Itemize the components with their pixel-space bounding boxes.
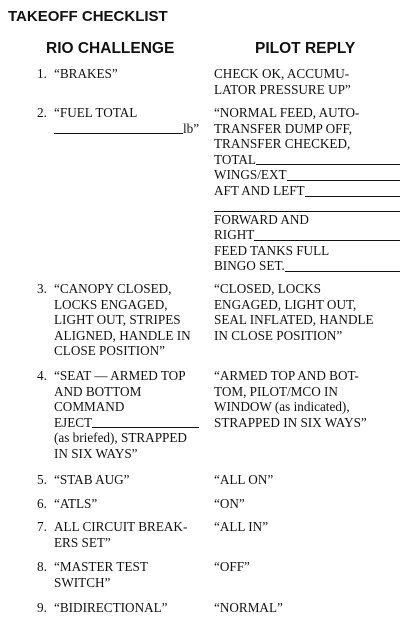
reply-line: STRAPPED IN SIX WAYS”: [214, 414, 367, 430]
reply-line: IN CLOSE POSITION”: [214, 327, 343, 343]
reply-line: BINGO SET.: [214, 258, 285, 274]
reply-line: AFT AND LEFT: [214, 182, 305, 198]
reply-text: [214, 559, 400, 575]
item-number: 5.: [37, 472, 47, 487]
challenge-line: COMMAND: [54, 399, 125, 415]
challenge-line: IN SIX WAYS”: [54, 445, 138, 461]
reply-line: FORWARD AND: [214, 211, 309, 227]
reply-line: “ALL ON”: [214, 472, 274, 487]
item-number: 2.: [37, 105, 47, 120]
forward-right-entry: [214, 227, 400, 243]
reply-line: “NORMAL FEED, AUTO-: [214, 105, 360, 120]
challenge-line: AND BOTTOM: [54, 383, 142, 399]
challenge-line: “STAB AUG”: [54, 472, 130, 487]
eject-entry: [54, 415, 208, 431]
reply-text: [214, 496, 400, 512]
challenge-line: CLOSE POSITION”: [54, 343, 165, 359]
challenge-line: lb”: [183, 120, 200, 136]
fuel-total-entry: [54, 121, 208, 137]
column-header-challenge: RIO CHALLENGE: [46, 40, 175, 57]
challenge-text: [54, 600, 208, 616]
reply-line: “ON”: [214, 496, 245, 511]
aft-left-blank: [305, 184, 400, 197]
aft-left-entry: [214, 183, 400, 199]
item-number: 6.: [37, 496, 47, 511]
bingo-blank: [285, 259, 400, 272]
challenge-text: [54, 105, 208, 136]
challenge-line: “BRAKES”: [54, 66, 118, 81]
challenge-line: LIGHT OUT, STRIPES: [54, 312, 181, 328]
reply-text: [214, 472, 400, 488]
challenge-line: “CANOPY CLOSED,: [54, 281, 172, 296]
reply-line: TRANSFER DUMP OFF,: [214, 120, 353, 136]
reply-text: [214, 519, 400, 535]
challenge-line: “ATLS”: [54, 496, 98, 511]
challenge-line: “BIDIRECTIONAL”: [54, 600, 168, 615]
reply-text: [214, 600, 400, 616]
wings-ext-entry: [214, 167, 400, 183]
challenge-line: ALIGNED, HANDLE IN: [54, 327, 191, 343]
reply-line: “OFF”: [214, 559, 250, 574]
item-number: 9.: [37, 600, 47, 615]
challenge-text: [54, 559, 208, 590]
reply-line: CHECK OK, ACCUMU-: [214, 66, 350, 81]
reply-line: TOM, PILOT/MCO IN: [214, 383, 338, 399]
reply-line: WINGS/EXT: [214, 167, 287, 183]
challenge-line: SWITCH”: [54, 574, 111, 590]
challenge-line: ALL CIRCUIT BREAK-: [54, 519, 188, 534]
forward-right-blank: [254, 228, 400, 241]
challenge-text: [54, 472, 208, 488]
reply-line: WINDOW (as indicated),: [214, 399, 350, 415]
item-number: 4.: [37, 368, 47, 383]
reply-text: [214, 105, 400, 274]
blank-rule: [214, 199, 400, 212]
reply-text: [214, 368, 400, 430]
reply-text: [214, 281, 400, 343]
challenge-text: [54, 66, 208, 82]
reply-line: “ALL IN”: [214, 519, 269, 534]
challenge-line: (as briefed), STRAPPED: [54, 430, 187, 446]
total-entry: [214, 152, 400, 168]
item-number: 7.: [37, 519, 47, 534]
eject-blank: [92, 415, 199, 428]
reply-text: [214, 66, 400, 97]
challenge-text: [54, 519, 208, 550]
challenge-line: ERS SET”: [54, 534, 111, 550]
wings-ext-blank: [287, 168, 400, 181]
challenge-text: [54, 496, 208, 512]
reply-line: “CLOSED, LOCKS: [214, 281, 321, 296]
reply-line: FEED TANKS FULL: [214, 242, 330, 258]
challenge-text: [54, 368, 208, 462]
item-number: 8.: [37, 559, 47, 574]
fuel-total-blank: [54, 121, 183, 134]
challenge-line: “FUEL TOTAL: [54, 105, 138, 120]
reply-line: RIGHT: [214, 227, 255, 243]
reply-line: “ARMED TOP AND BOT-: [214, 368, 359, 383]
challenge-line: LOCKS ENGAGED,: [54, 296, 168, 312]
total-blank: [256, 152, 400, 165]
challenge-text: [54, 281, 208, 359]
reply-line: LATOR PRESSURE UP”: [214, 81, 351, 97]
page-title: TAKEOFF CHECKLIST: [8, 8, 168, 25]
reply-line: TOTAL: [214, 151, 256, 167]
reply-line: “NORMAL”: [214, 600, 283, 615]
reply-line: ENGAGED, LIGHT OUT,: [214, 296, 357, 312]
reply-line: SEAL INFLATED, HANDLE: [214, 312, 374, 328]
column-header-reply: PILOT REPLY: [255, 40, 356, 57]
challenge-line: “SEAT — ARMED TOP: [54, 368, 186, 383]
challenge-line: EJECT: [54, 414, 93, 430]
bingo-entry: [214, 258, 400, 274]
reply-line: TRANSFER CHECKED,: [214, 136, 351, 152]
item-number: 3.: [37, 281, 47, 296]
item-number: 1.: [37, 66, 47, 81]
challenge-line: “MASTER TEST: [54, 559, 148, 574]
